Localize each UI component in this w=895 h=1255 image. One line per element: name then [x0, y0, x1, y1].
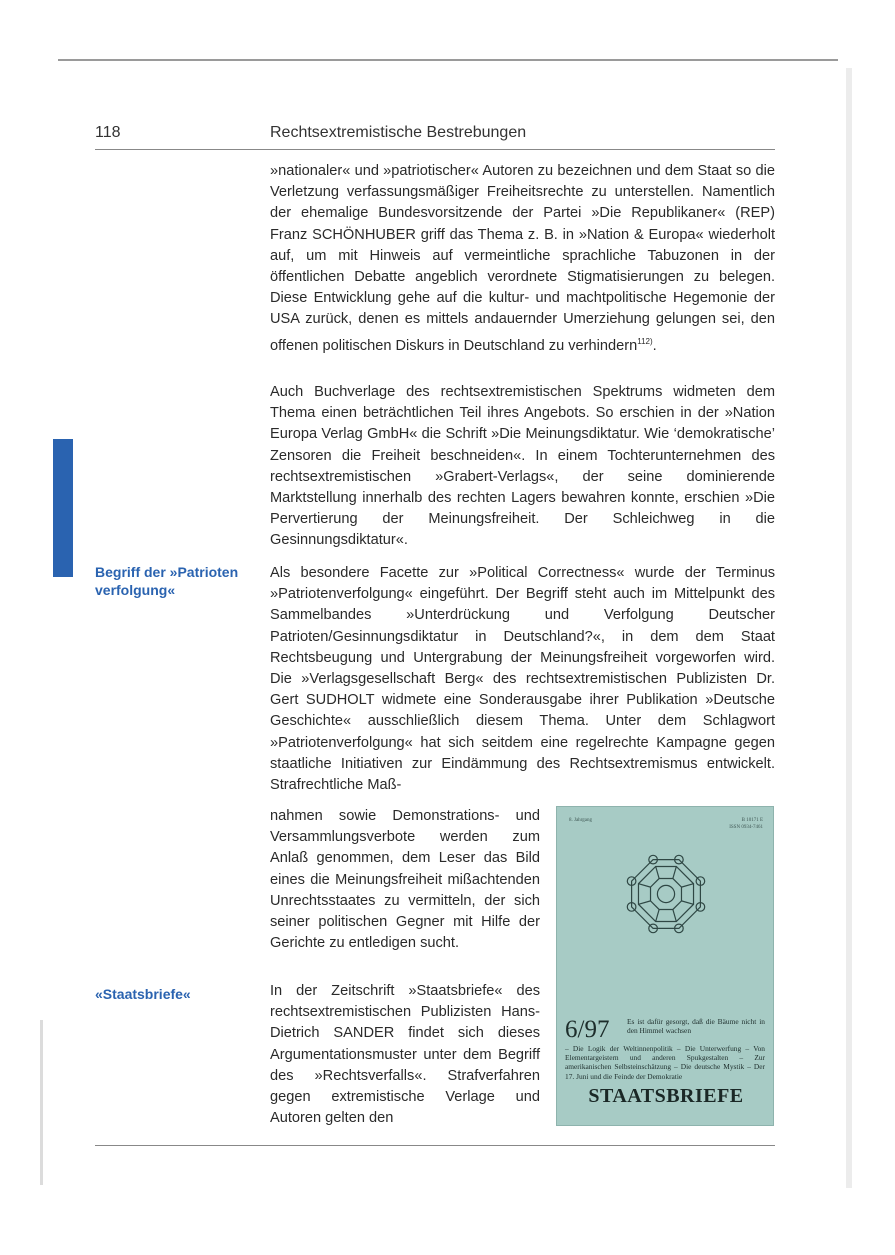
magazine-code-2: ISSN 0934-7461: [729, 825, 763, 830]
octagonal-castle-emblem-icon: [623, 851, 709, 937]
scan-edge-mark: [40, 1020, 43, 1185]
paragraph-2-text: Auch Buchverlage des rechtsextremistischen Spektrums widmeten dem Thema einen beträchtlichen Teil ihres Angebots. So erschien in der »Nation Europa Verlag GmbH« die Schrift »Die Meinungsdiktatur. Wie ‘demokratische’ Zensoren die Freiheit beschneiden«. In einem Tochterunternehmen des rechtsextremistischen »Grabert-Verlags«, der seine dominierende Marktstellung innerhalb des rechten Lagers bewahren konnte, erschien »Die Pervertierung der Meinungsfreiheit. Der Schleichweg in die Gesinnungsdiktatur«.: [270, 384, 775, 549]
paragraph-2: [270, 382, 775, 552]
running-head: Rechtsextremistische Bestrebungen: [270, 124, 527, 141]
magazine-issue-number: 6/97: [565, 1016, 610, 1043]
magazine-code-1: B 10171 E: [741, 818, 763, 823]
magazine-title: STAATSBRIEFE: [588, 1085, 744, 1107]
paragraph-1-end: .: [652, 337, 657, 354]
magazine-jahrgang: 8. Jahrgang: [569, 818, 592, 823]
magazine-codes: [729, 817, 763, 831]
paragraph-3: [270, 563, 775, 796]
paragraph-4: [270, 806, 540, 954]
footer-divider: [95, 1145, 775, 1146]
paragraph-5: [270, 981, 540, 1129]
magazine-intro-text: Es ist dafür gesorgt, daß die Bäume nicht in den Himmel wachsen: [627, 1017, 765, 1035]
page-edge-shadow: [846, 68, 852, 1188]
header-divider: [95, 149, 775, 150]
magazine-cover-image: [556, 806, 774, 1126]
margin-note-patrioten: Begriff der »Patrioten verfolgung«: [95, 564, 239, 598]
top-scan-rule: [58, 59, 838, 61]
paragraph-3-text: Als besondere Facette zur »Political Correctness« wurde der Terminus »Patriotenverfolgung« eingeführt. Der Begriff steht auch im Mittelpunkt des Sammelbandes »Unterdrückung und Verfolgung Deutscher Patrioten/Gesinnungsdiktatur in Deutschland?«, in dem dem Staat Rechtsbeugung und Untergrabung der Meinungsfreiheit vorgeworfen wird. Die »Verlagsgesellschaft Berg« des rechtsextremistischen Publizisten Dr. Gert SUDHOLT widmete eine Sonderausgabe ihrer Publikation »Deutsche Geschichte« ausschließlich diesem Thema. Unter dem Schlagwort »Patriotenverfolgung« hat sich seitdem eine regelrechte Kampagne gegen staatliche Initiativen zur Eindämmung des Rechtsextremismus entwickelt. Strafrechtliche Maß-: [270, 565, 775, 794]
paragraph-5-text: In der Zeitschrift »Staatsbriefe« des rechtsextremistischen Publizisten Hans-Dietrich SANDER findet sich dieses Argumentationsmuster unter dem Begriff des »Rechtsverfalls«. Strafverfahren gegen extremistische Verlage und Autoren gelten den: [270, 983, 540, 1127]
section-marker-bar: [53, 439, 73, 577]
paragraph-1-text: »nationaler« und »patriotischer« Autoren zu bezeichnen und dem Staat so die Verletzung verfassungsmäßiger Freiheitsrechte zu unterstellen. Namentlich der ehemalige Bundesvorsitzende der Partei »Die Republikaner« (REP) Franz SCHÖNHUBER griff das Thema z. B. in »Nation & Europa« wiederholt auf, um mit Hinweis auf vermeintliche sprachliche Tabuzonen in der öffentlichen Debatte angeblich verordnete Stigmatisierungen zu belegen. Diese Entwicklung gehe auf die kultur- und machtpolitische Hegemonie der USA zurück, denen es mittels andauernder Umerziehung gelungen sei, den offenen politischen Diskurs in Deutschland zu verhindern: [270, 163, 775, 354]
paragraph-1: [270, 161, 775, 357]
paragraph-4-text: nahmen sowie Demonstrations- und Versammlungsverbote werden zum Anlaß genommen, dem Leser das Bild eines die Meinungsfreiheit mißachtenden Unrechtsstaates zu vermitteln, der sich seiner politischen Gegner mit Hilfe der Gerichte zu entledigen sucht.: [270, 808, 540, 952]
margin-note-staatsbriefe: «Staatsbriefe«: [95, 986, 191, 1002]
footnote-ref: 112): [637, 336, 653, 346]
page-number: 118: [95, 124, 121, 141]
magazine-contents-blurb: – Die Logik der Weltinnenpolitik – Die Unterwerfung – Von Elementargeistern und anderen Spukgestalten – Zur amerikanischen Selbsteinschätzung – Die deutsche Mystik – Der 17. Juni und die Feinde der Demokratie: [565, 1044, 765, 1081]
